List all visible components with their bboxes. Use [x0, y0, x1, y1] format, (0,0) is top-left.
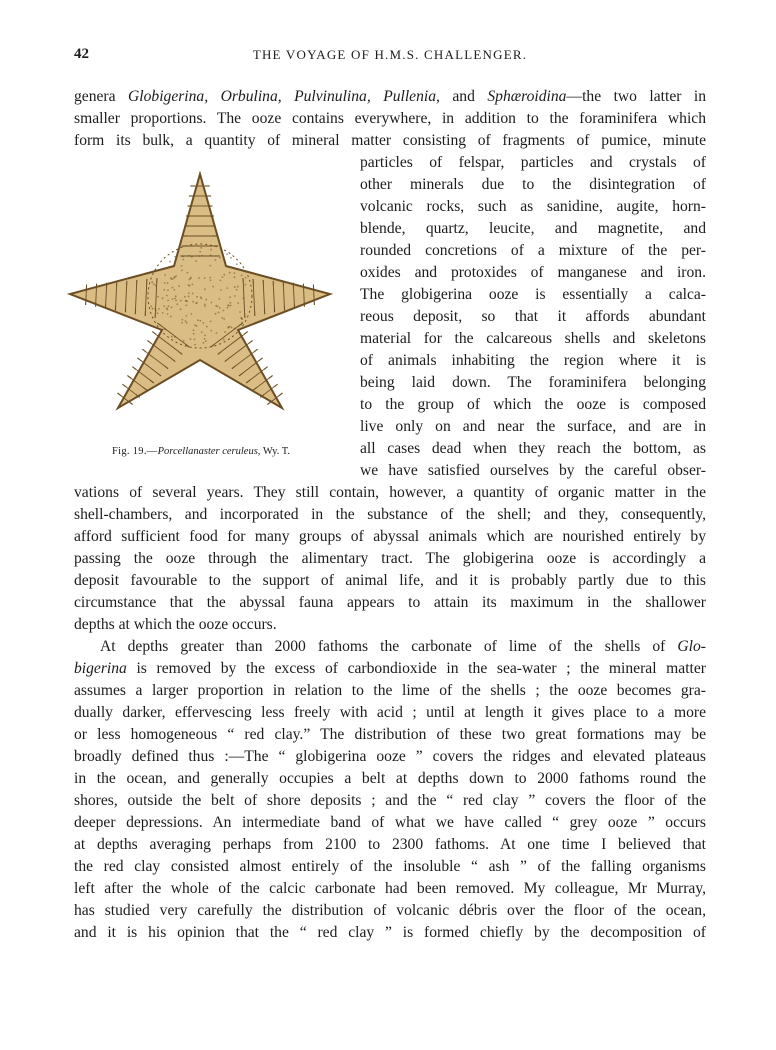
text-line: form its bulk, a quantity of mineral matter consisting of fragments of pumice, minute: [74, 132, 706, 149]
text-line: passing the ooze through the alimentary tract. The globigerina ooze is accordingly a: [74, 550, 706, 567]
text-line: afford sufficient food for many groups of abyssal animals which are nourished entirely by: [74, 528, 706, 545]
text-line: oxides and protoxides of manganese and iron.: [360, 264, 706, 281]
text-line: live only on and near the surface, and are in: [360, 418, 706, 435]
text-line: The globigerina ooze is essentially a calca-: [360, 286, 706, 303]
text-line: volcanic rocks, such as sanidine, augite, horn-: [360, 198, 706, 215]
text-line: smaller proportions. The ooze contains everywhere, in addition to the foraminifera which: [74, 110, 706, 127]
text-line: circumstance that the abyssal fauna appears to attain its maximum in the shallower: [74, 594, 706, 611]
page-number: 42: [74, 46, 89, 62]
text-line: has studied very carefully the distribution of volcanic débris over the floor of the ocean,: [74, 902, 706, 919]
page-header: [74, 46, 706, 66]
text-line: left after the whole of the calcic carbonate had been removed. My colleague, Mr Murray,: [74, 880, 706, 897]
text-line: At depths greater than 2000 fathoms the carbonate of lime of the shells of Glo-: [100, 638, 706, 655]
running-title: THE VOYAGE OF H.M.S. CHALLENGER.: [252, 47, 528, 62]
text-line: blende, quartz, leucite, and magnetite, and: [360, 220, 706, 237]
text-line: depths at which the ooze occurs.: [74, 616, 277, 633]
text-line: bigerina is removed by the excess of carbondioxide in the sea-water ; the mineral matter: [74, 660, 706, 677]
text-line: all cases dead when they reach the bottom, as: [360, 440, 706, 457]
text-line: reous deposit, so that it affords abundant: [360, 308, 706, 325]
text-line: being laid down. The foraminifera belonging: [360, 374, 706, 391]
starfish-body: [70, 174, 330, 408]
text-line: rounded concretions of a mixture of the per-: [360, 242, 706, 259]
text-line: of animals inhabiting the region where it is: [360, 352, 706, 369]
figure-author: Wy. T.: [260, 446, 291, 457]
text-line: we have satisfied ourselves by the careful obser-: [360, 462, 706, 479]
text-line: dually darker, effervescing less freely with acid ; until at length it gives place to a more: [74, 704, 706, 721]
text-line: material for the calcareous shells and skeletons: [360, 330, 706, 347]
text-line: in the ocean, and generally occupies a belt at depths down to 2000 fathoms round the: [74, 770, 706, 787]
text-line: the red clay consisted almost entirely of the insoluble “ ash ” of the falling organisms: [74, 858, 706, 875]
text-line: particles of felspar, particles and crystals of: [360, 154, 706, 171]
text-line: genera Globigerina, Orbulina, Pulvinulina, Pullenia, and Sphæroidina—the two latter in: [74, 88, 707, 105]
text-line: deeper depressions. An intermediate band of what we have called “ grey ooze ” occurs: [74, 814, 706, 831]
text-line: and it is his opinion that the “ red clay ” is formed chiefly by the decomposition of: [74, 924, 706, 941]
starfish-illustration: [62, 166, 338, 438]
text-line: broadly defined thus :—The “ globigerina ooze ” covers the ridges and elevated plateaus: [74, 748, 706, 765]
text-line: vations of several years. They still contain, however, a quantity of organic matter in the: [74, 484, 706, 501]
figure-caption: [112, 446, 312, 457]
starfish-drawing: [62, 166, 338, 438]
text-line: other minerals due to the disintegration of: [360, 176, 706, 193]
text-line: or less homogeneous “ red clay.” The distribution of these two great formations may be: [74, 726, 706, 743]
text-line: deposit favourable to the support of animal life, and it is probably partly due to this: [74, 572, 706, 589]
figure-label: Fig. 19.—: [112, 446, 158, 457]
text-line: shell-chambers, and incorporated in the substance of the shell; and they, consequently,: [74, 506, 706, 523]
text-line: shores, outside the belt of shore deposits ; and the “ red clay ” covers the floor of the: [74, 792, 706, 809]
text-line: to the group of which the ooze is composed: [360, 396, 706, 413]
text-line: at depths averaging perhaps from 2100 to 2300 fathoms. At one time I believed that: [74, 836, 706, 853]
text-line: assumes a larger proportion in relation to the lime of the shells ; the ooze becomes gra-: [74, 682, 706, 699]
figure-species: Porcellanaster ceruleus,: [157, 446, 261, 457]
